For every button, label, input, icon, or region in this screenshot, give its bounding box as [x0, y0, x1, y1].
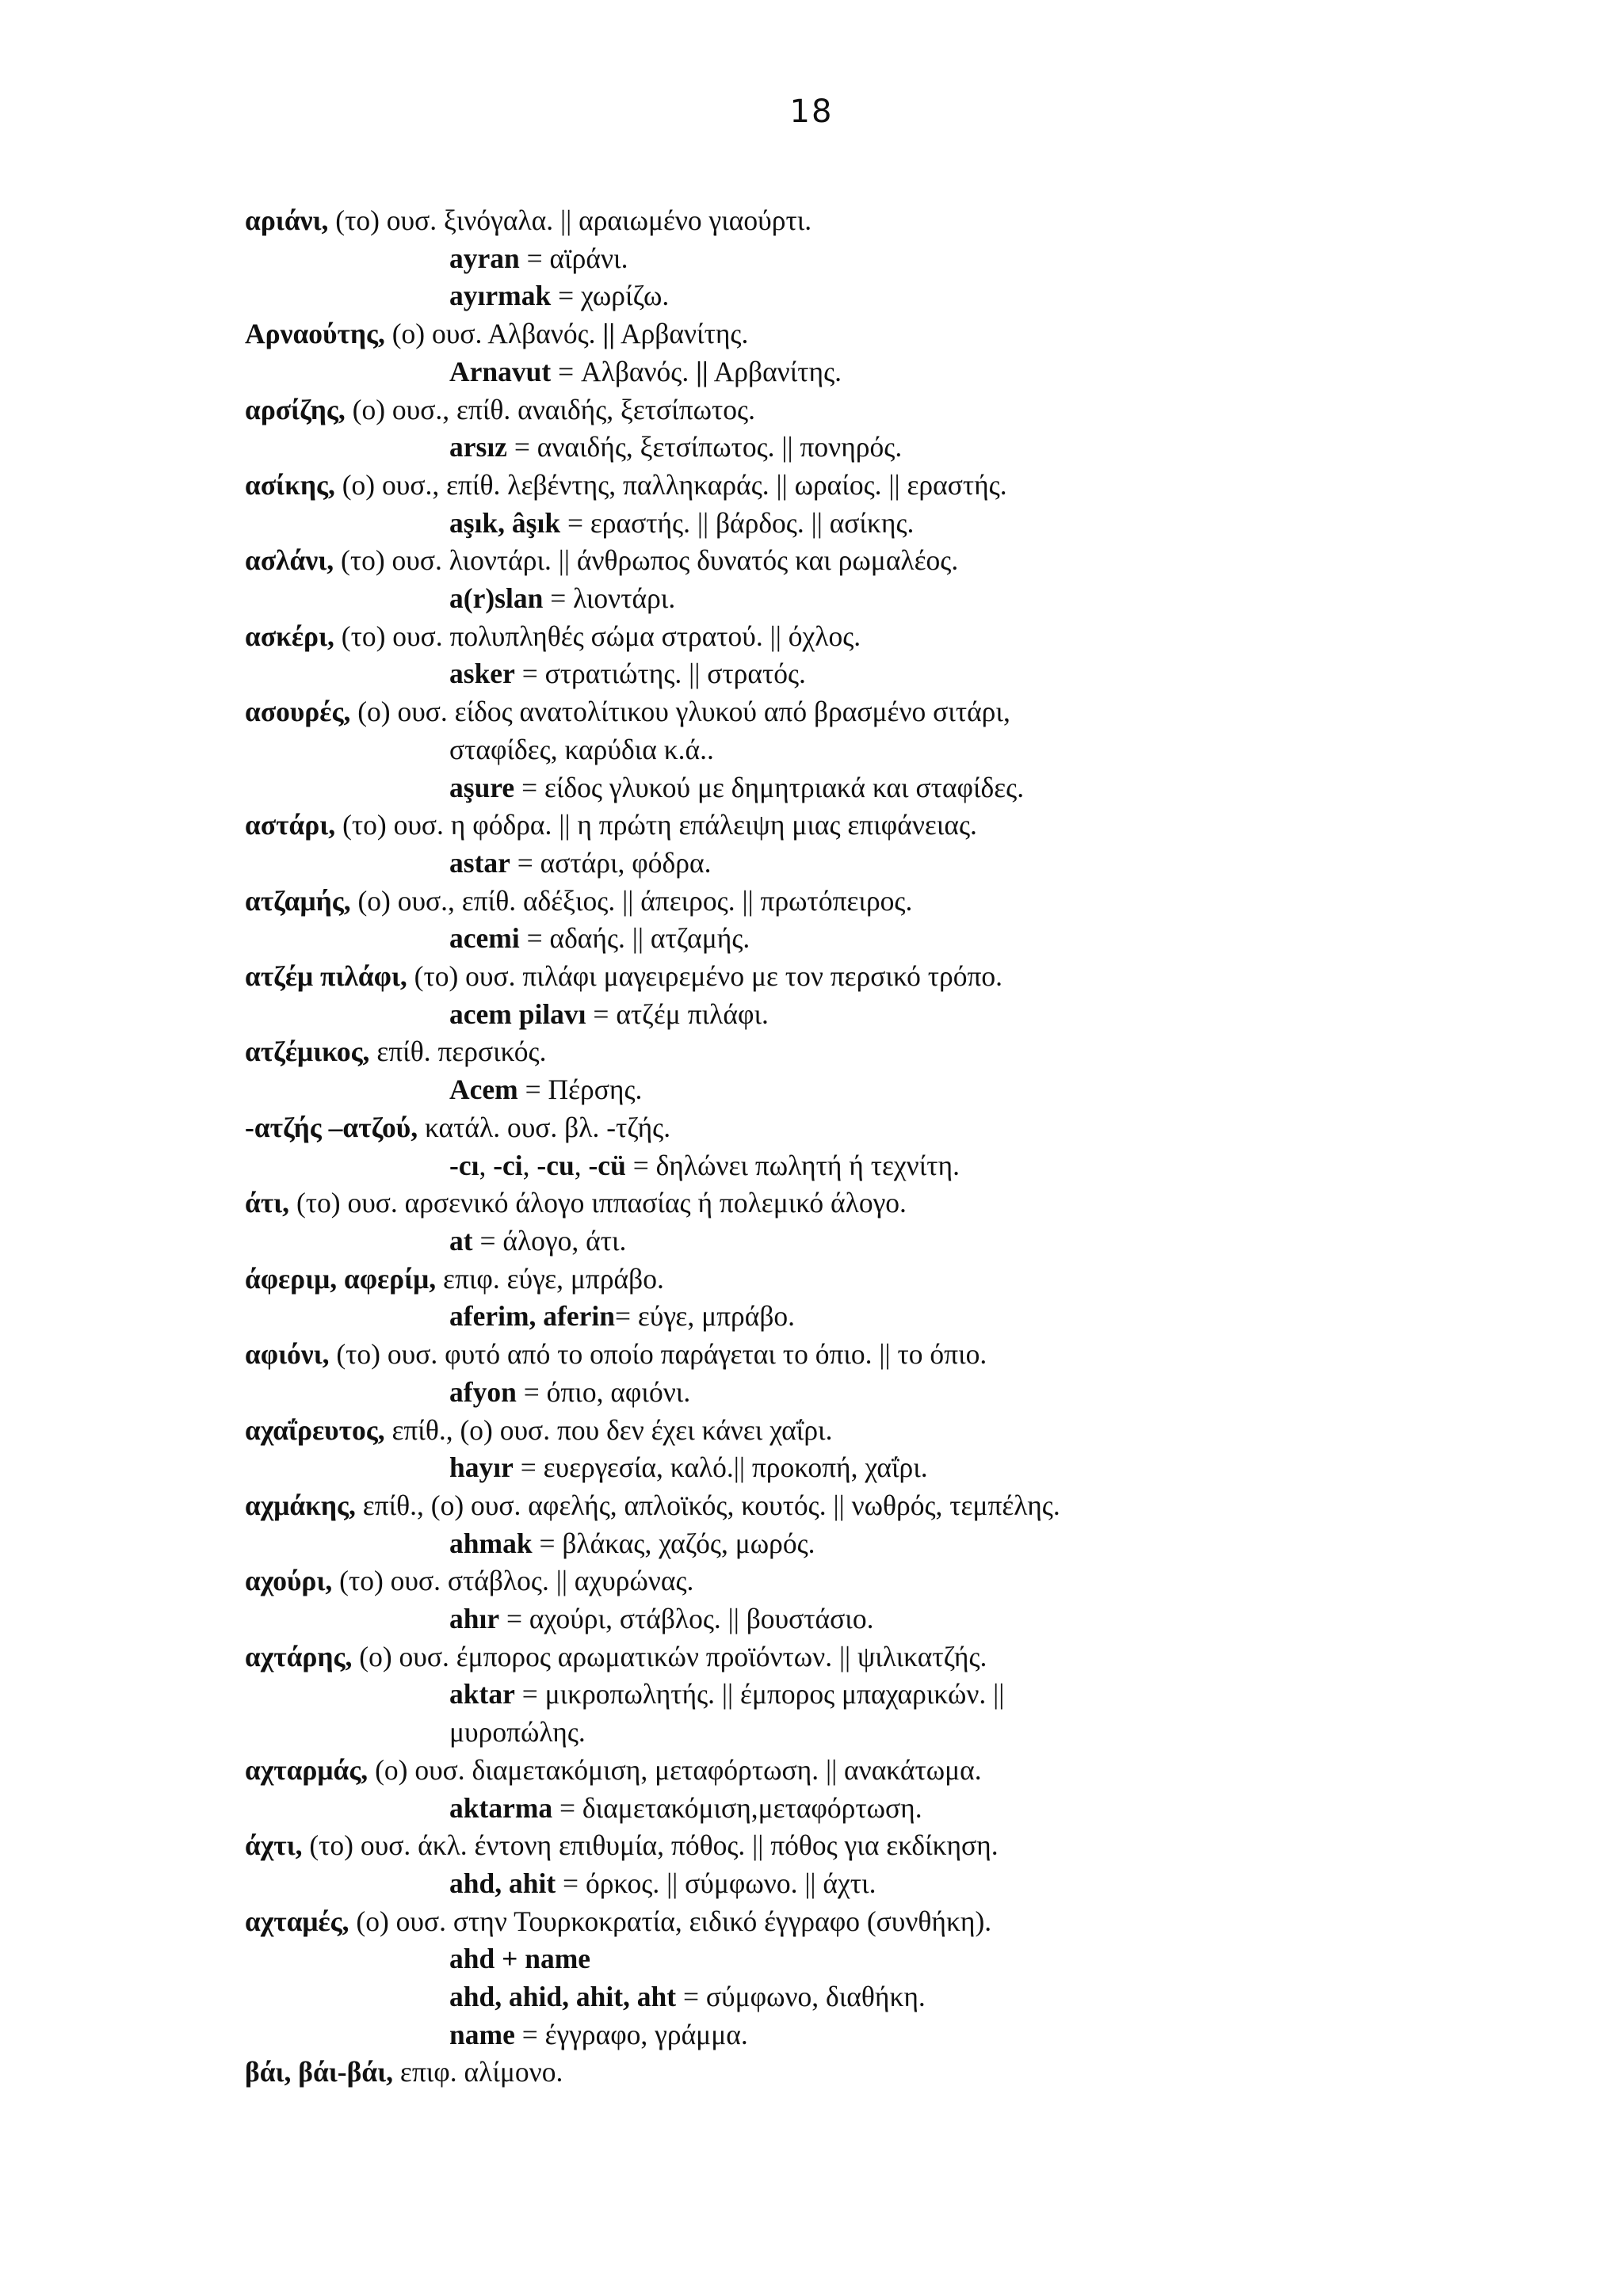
dictionary-entry-line — [245, 391, 1497, 429]
headword-text: -ατζής –ατζού, — [245, 1111, 418, 1143]
dictionary-entry-line — [245, 1412, 1497, 1450]
dictionary-entry-line — [245, 807, 1497, 845]
definition-text: (το) ουσ. λιοντάρι. || άνθρωπος δυνατός και ρωμαλέος. — [334, 544, 959, 577]
definition-text: (το) ουσ. πιλάφι μαγειρεμένο με τον περσικό τρόπο. — [407, 960, 1002, 993]
dictionary-subline — [245, 1676, 1497, 1714]
definition-text: (ο) ουσ., επίθ. αδέξιος. || άπειρος. || πρωτόπειρος. — [350, 884, 913, 917]
dictionary-entry-line — [245, 1827, 1497, 1865]
definition-text: (το) ουσ. η φόδρα. || η πρώτη επάλειψη μιας επιφάνειας. — [335, 809, 977, 841]
dictionary-entries — [245, 202, 1497, 2092]
dictionary-subline — [245, 1449, 1497, 1487]
headword-text: αστάρι, — [245, 809, 336, 841]
definition-text: = εραστής. || βάρδος. || ασίκης. — [560, 506, 915, 539]
definition-text: (ο) ουσ. στην Τουρκοκρατία, ειδικό έγγραφο (συνθήκη). — [349, 1905, 992, 1937]
dictionary-subline — [245, 429, 1497, 467]
definition-text: κατάλ. ουσ. βλ. -τζής. — [418, 1111, 671, 1143]
dictionary-entry-line — [245, 1752, 1497, 1790]
headword-text: ahır — [449, 1603, 500, 1635]
definition-text: = εύγε, μπράβο. — [614, 1300, 796, 1333]
definition-text: (ο) ουσ. έμπορος αρωματικών προϊόντων. || ψιλικατζής. — [352, 1640, 987, 1672]
headword-text: astar — [449, 846, 510, 879]
definition-text: = λιοντάρι. — [543, 582, 676, 615]
dictionary-entry-line — [245, 1109, 1497, 1147]
definition-text: (ο) ουσ. διαμετακόμιση, μεταφόρτωση. || ανακάτωμα. — [368, 1753, 982, 1786]
definition-text: (ο) ουσ., επίθ. αναιδής, ξετσίπωτος. — [345, 393, 755, 425]
dictionary-entry-line — [245, 1184, 1497, 1222]
definition-text: , — [522, 1149, 537, 1181]
dictionary-subline — [245, 655, 1497, 693]
headword-text: ασίκης, — [245, 468, 335, 501]
definition-text: , — [574, 1149, 589, 1181]
dictionary-entry-line — [245, 2054, 1497, 2092]
headword-text: aktarma — [449, 1791, 553, 1824]
dictionary-subline — [245, 996, 1497, 1034]
definition-text: = άλογο, άτι. — [472, 1224, 627, 1257]
headword-text: Αρναούτης, — [245, 318, 385, 350]
dictionary-entry-line — [245, 315, 1497, 353]
definition-text: (το) ουσ. ξινόγαλα. || αραιωμένο γιαούρτι. — [328, 204, 812, 236]
definition-text: (ο) ουσ. είδος ανατολίτικου γλυκού από βρασμένο σιτάρι, — [350, 696, 1010, 728]
headword-text: ahd, ahit — [449, 1867, 556, 1899]
definition-text: (ο) ουσ., επίθ. λεβέντης, παλληκαράς. || ωραίος. || εραστής. — [334, 468, 1007, 501]
definition-text: (το) ουσ. άκλ. έντονη επιθυμία, πόθος. || πόθος για εκδίκηση. — [302, 1829, 999, 1862]
headword-text: name — [449, 2018, 522, 2050]
dictionary-entry-line — [245, 618, 1497, 656]
headword-text: -ci — [493, 1149, 523, 1181]
headword-text: at — [449, 1224, 473, 1257]
dictionary-subline — [245, 580, 1497, 618]
dictionary-subline — [245, 920, 1497, 958]
definition-text: (το) ουσ. φυτό από το οποίο παράγεται το όπιο. || το όπιο. — [329, 1338, 987, 1371]
headword-text: || — [602, 318, 616, 350]
definition-text: = ευεργεσία, καλό.|| προκοπή, χαΐρι. — [513, 1451, 928, 1484]
headword-text: βάι, βάι-βάι, — [245, 2056, 394, 2088]
definition-text: = έγγραφο, γράμμα. — [521, 2018, 748, 2050]
headword-text: aferim, aferin — [449, 1300, 615, 1333]
dictionary-subline — [245, 1525, 1497, 1563]
dictionary-entry-line — [245, 1487, 1497, 1525]
headword-text: αχταρμάς, — [245, 1753, 369, 1786]
dictionary-entry-line — [245, 1336, 1497, 1374]
definition-text: επίθ., (ο) ουσ. αφελής, απλοϊκός, κουτός. || νωθρός, τεμπέλης. — [355, 1489, 1060, 1521]
definition-text: (ο) ουσ. Αλβανός. — [384, 318, 603, 350]
dictionary-subline — [245, 1600, 1497, 1638]
headword-text: ατζέμικος, — [245, 1035, 370, 1068]
headword-text: ahd, ahid, ahit, aht — [449, 1981, 677, 2013]
definition-text: επιφ. αλίμονο. — [393, 2056, 563, 2088]
definition-text: (το) ουσ. αρσενικό άλογο ιππασίας ή πολεμικό άλογο. — [289, 1187, 907, 1219]
definition-text: = διαμετακόμιση,μεταφόρτωση. — [552, 1791, 922, 1824]
definition-text: = δηλώνει πωλητή ή τεχνίτη. — [625, 1149, 960, 1181]
dictionary-subline — [245, 1865, 1497, 1903]
headword-text: ατζέμ πιλάφι, — [245, 960, 407, 993]
dictionary-subline — [245, 731, 1497, 769]
dictionary-subline — [245, 1374, 1497, 1412]
definition-text: = αχούρι, στάβλος. || βουστάσιο. — [499, 1603, 874, 1635]
headword-text: αχούρι, — [245, 1565, 333, 1597]
definition-text: , — [479, 1149, 494, 1181]
dictionary-entry-line — [245, 542, 1497, 580]
definition-text: σταφίδες, καρύδια κ.ά.. — [449, 733, 714, 765]
definition-text: = στρατιώτης. || στρατός. — [514, 658, 806, 690]
headword-text: ahd + name — [449, 1943, 591, 1975]
dictionary-subline — [245, 769, 1497, 807]
definition-text: επίθ. περσικός. — [369, 1035, 547, 1068]
headword-text: αχμάκης, — [245, 1489, 356, 1521]
definition-text: μυροπώλης. — [449, 1716, 586, 1749]
definition-text: = όρκος. || σύμφωνο. || άχτι. — [556, 1867, 876, 1899]
definition-text: = αστάρι, φόδρα. — [510, 846, 712, 879]
definition-text: επίθ., (ο) ουσ. που δεν έχει κάνει χαΐρι. — [384, 1413, 833, 1446]
headword-text: άφεριμ, αφερίμ, — [245, 1262, 437, 1295]
headword-text: ασουρές, — [245, 696, 351, 728]
dictionary-subline — [245, 1790, 1497, 1828]
headword-text: ahmak — [449, 1527, 533, 1559]
headword-text: αρσίζης, — [245, 393, 346, 425]
definition-text: = χωρίζω. — [551, 280, 670, 312]
dictionary-subline — [245, 1147, 1497, 1185]
definition-text: (το) ουσ. στάβλος. || αχυρώνας. — [332, 1565, 694, 1597]
headword-text: aşure — [449, 771, 515, 803]
definition-text: Αρβανίτης. — [708, 355, 842, 387]
dictionary-subline — [245, 1940, 1497, 1978]
headword-text: Arnavut — [449, 355, 552, 387]
headword-text: a(r)slan — [449, 582, 544, 615]
headword-text: αριάνι, — [245, 204, 329, 236]
dictionary-subline — [245, 505, 1497, 543]
dictionary-subline — [245, 1714, 1497, 1752]
dictionary-subline — [245, 277, 1497, 315]
definition-text: = μικροπωλητής. || έμπορος μπαχαρικών. || — [514, 1678, 1005, 1711]
headword-text: arsız — [449, 431, 507, 463]
dictionary-entry-line — [245, 467, 1497, 505]
dictionary-subline — [245, 2016, 1497, 2054]
headword-text: aktar — [449, 1678, 515, 1711]
definition-text: Αρβανίτης. — [615, 318, 749, 350]
dictionary-subline — [245, 1222, 1497, 1261]
dictionary-entry-line — [245, 693, 1497, 731]
dictionary-subline — [245, 1298, 1497, 1336]
headword-text: Acem — [449, 1074, 518, 1106]
headword-text: afyon — [449, 1375, 517, 1408]
page-number: 18 — [789, 93, 834, 130]
dictionary-subline — [245, 845, 1497, 883]
headword-text: || — [696, 355, 708, 387]
dictionary-entry-line — [245, 202, 1497, 240]
dictionary-entry-line — [245, 1033, 1497, 1071]
definition-text: επιφ. εύγε, μπράβο. — [436, 1262, 664, 1295]
definition-text: = Πέρσης. — [517, 1074, 643, 1106]
headword-text: ayran — [449, 242, 520, 274]
headword-text: -cı — [449, 1149, 479, 1181]
definition-text: = αδαής. || ατζαμής. — [519, 922, 750, 955]
dictionary-subline — [245, 1978, 1497, 2016]
dictionary-entry-line — [245, 958, 1497, 996]
headword-text: aşık, âşık — [449, 506, 561, 539]
headword-text: ατζαμής, — [245, 884, 351, 917]
headword-text: αφιόνι, — [245, 1338, 330, 1371]
dictionary-entry-line — [245, 1562, 1497, 1600]
headword-text: -cu — [537, 1149, 575, 1181]
headword-text: αχαΐρευτος, — [245, 1413, 385, 1446]
definition-text: = αναιδής, ξετσίπωτος. || πονηρός. — [506, 431, 903, 463]
headword-text: hayır — [449, 1451, 514, 1484]
definition-text: = βλάκας, χαζός, μωρός. — [532, 1527, 815, 1559]
definition-text: = αϊράνι. — [519, 242, 628, 274]
headword-text: αχταμές, — [245, 1905, 349, 1937]
definition-text: = Αλβανός. — [551, 355, 697, 387]
dictionary-subline — [245, 1071, 1497, 1109]
headword-text: asker — [449, 658, 515, 690]
definition-text: = σύμφωνο, διαθήκη. — [676, 1981, 926, 2013]
headword-text: ayırmak — [449, 280, 552, 312]
dictionary-entry-line — [245, 1903, 1497, 1941]
headword-text: ασλάνι, — [245, 544, 334, 577]
definition-text: = όπιο, αφιόνι. — [516, 1375, 691, 1408]
headword-text: άχτι, — [245, 1829, 303, 1862]
dictionary-subline — [245, 240, 1497, 278]
headword-text: acem pilavı — [449, 997, 586, 1030]
headword-text: ασκέρι, — [245, 620, 334, 652]
definition-text: (το) ουσ. πολυπληθές σώμα στρατού. || όχλος. — [334, 620, 861, 652]
headword-text: αχτάρης, — [245, 1640, 353, 1672]
dictionary-entry-line — [245, 1261, 1497, 1299]
definition-text: = είδος γλυκού με δημητριακά και σταφίδες. — [514, 771, 1025, 803]
dictionary-entry-line — [245, 883, 1497, 921]
dictionary-subline — [245, 353, 1497, 391]
dictionary-entry-line — [245, 1638, 1497, 1676]
headword-text: acemi — [449, 922, 520, 955]
definition-text: = ατζέμ πιλάφι. — [586, 997, 769, 1030]
headword-text: -cü — [588, 1149, 626, 1181]
headword-text: άτι, — [245, 1187, 290, 1219]
